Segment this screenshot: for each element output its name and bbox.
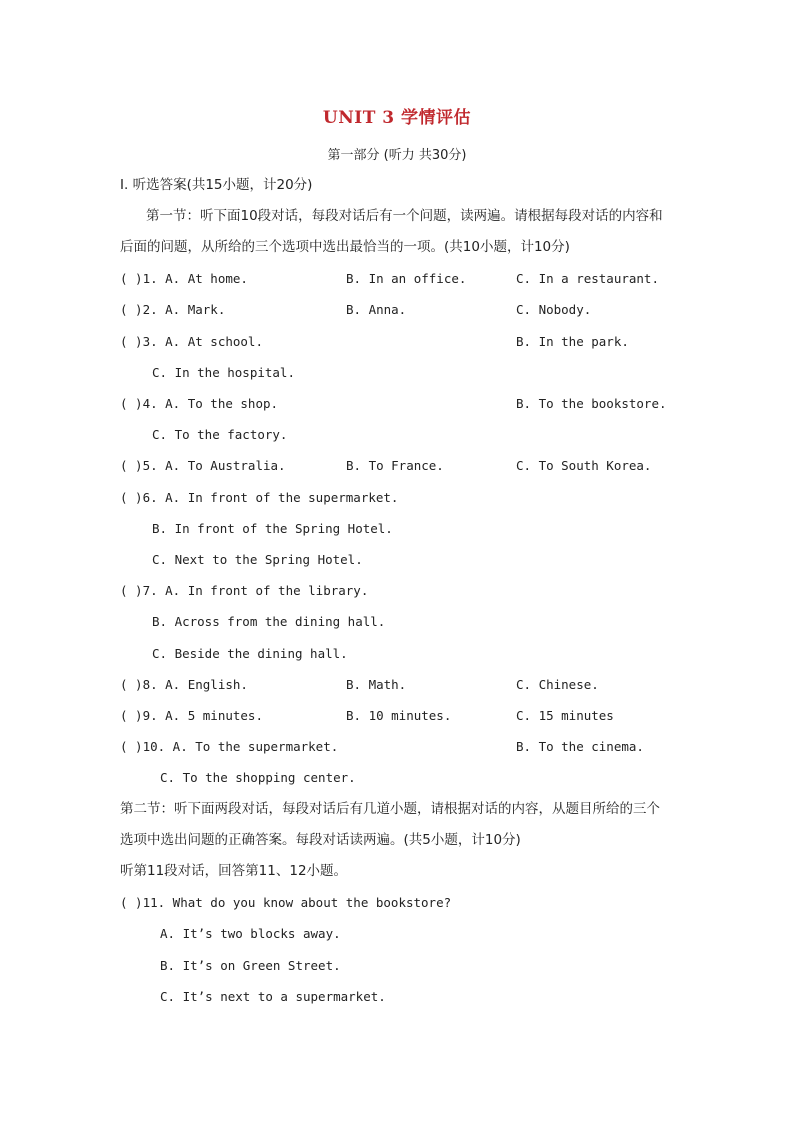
question-5-option-c: C. To South Korea.: [516, 458, 652, 473]
question-11-option-c: C. It’s next to a supermarket.: [160, 989, 386, 1004]
question-7-option-a: ( )7. A. In front of the library.: [120, 583, 369, 598]
question-4-option-c: C. To the factory.: [152, 427, 288, 442]
page-title: UNIT 3 学情评估: [322, 108, 472, 128]
question-8-option-c: C. Chinese.: [516, 677, 599, 692]
part2-intro-line2: 选项中选出问题的正确答案。每段对话读两遍。(共5小题，计10分): [120, 832, 521, 848]
question-11-wrap-b: [160, 957, 560, 975]
question-11-stem: ( )11. What do you know about the bookstore?: [120, 895, 452, 910]
section-heading: Ⅰ. 听选答案(共15小题，计20分): [120, 177, 313, 193]
question-5-option-a: ( )5. A. To Australia.: [120, 458, 286, 473]
question-10-option-a: ( )10. A. To the supermarket.: [120, 739, 339, 754]
question-7-wrap-c: [152, 645, 552, 663]
part1-intro-line2: 后面的问题，从所给的三个选项中选出最恰当的一项。(共10小题，计10分): [120, 239, 570, 255]
question-11: [120, 894, 680, 912]
question-7-option-b: B. Across from the dining hall.: [152, 614, 386, 629]
question-7: [120, 582, 680, 600]
dialog-11-heading: 听第11段对话，回答第11、12小题。: [120, 863, 348, 879]
question-9: [120, 707, 680, 725]
question-10-option-c: C. To the shopping center.: [160, 770, 356, 785]
part1-intro-line1: 第一节：听下面10段对话，每段对话后有一个问题，读两遍。请根据每段对话的内容和: [146, 208, 663, 224]
question-4-option-a: ( )4. A. To the shop.: [120, 396, 279, 411]
question-1: [120, 270, 680, 288]
question-2: [120, 301, 680, 319]
question-1-option-b: B. In an office.: [346, 271, 467, 286]
question-9-option-c: C. 15 minutes: [516, 708, 614, 723]
question-6-wrap-c: [152, 551, 552, 569]
question-6-option-c: C. Next to the Spring Hotel.: [152, 552, 363, 567]
question-11-wrap-a: [160, 925, 560, 943]
question-4-wrap: [152, 426, 552, 444]
question-1-option-a: ( )1. A. At home.: [120, 271, 248, 286]
question-8: [120, 676, 680, 694]
question-9-option-a: ( )9. A. 5 minutes.: [120, 708, 263, 723]
question-4: [120, 395, 680, 413]
question-11-wrap-c: [160, 988, 560, 1006]
question-8-option-a: ( )8. A. English.: [120, 677, 248, 692]
question-2-option-a: ( )2. A. Mark.: [120, 302, 226, 317]
question-2-option-c: C. Nobody.: [516, 302, 592, 317]
question-10-option-b: B. To the cinema.: [516, 739, 644, 754]
question-7-option-c: C. Beside the dining hall.: [152, 646, 348, 661]
question-10-wrap: [160, 769, 560, 787]
question-11-option-b: B. It’s on Green Street.: [160, 958, 341, 973]
question-5-option-b: B. To France.: [346, 458, 444, 473]
question-8-option-b: B. Math.: [346, 677, 407, 692]
question-3-option-c: C. In the hospital.: [152, 365, 295, 380]
question-10: [120, 738, 680, 756]
part2-intro-line1: 第二节：听下面两段对话，每段对话后有几道小题，请根据对话的内容，从题目所给的三个: [120, 801, 660, 817]
question-4-option-b: B. To the bookstore.: [516, 396, 667, 411]
question-3: [120, 333, 680, 351]
question-3-option-a: ( )3. A. At school.: [120, 334, 263, 349]
question-3-option-b: B. In the park.: [516, 334, 629, 349]
question-11-option-a: A. It’s two blocks away.: [160, 926, 341, 941]
question-6-option-a: ( )6. A. In front of the supermarket.: [120, 490, 399, 505]
question-2-option-b: B. Anna.: [346, 302, 407, 317]
question-6: [120, 489, 680, 507]
question-6-wrap-b: [152, 520, 552, 538]
question-3-wrap: [152, 364, 552, 382]
question-6-option-b: B. In front of the Spring Hotel.: [152, 521, 393, 536]
question-5: [120, 457, 680, 475]
part-subtitle: 第一部分 (听力 共30分): [327, 148, 467, 163]
question-1-option-c: C. In a restaurant.: [516, 271, 659, 286]
question-7-wrap-b: [152, 613, 552, 631]
question-9-option-b: B. 10 minutes.: [346, 708, 452, 723]
